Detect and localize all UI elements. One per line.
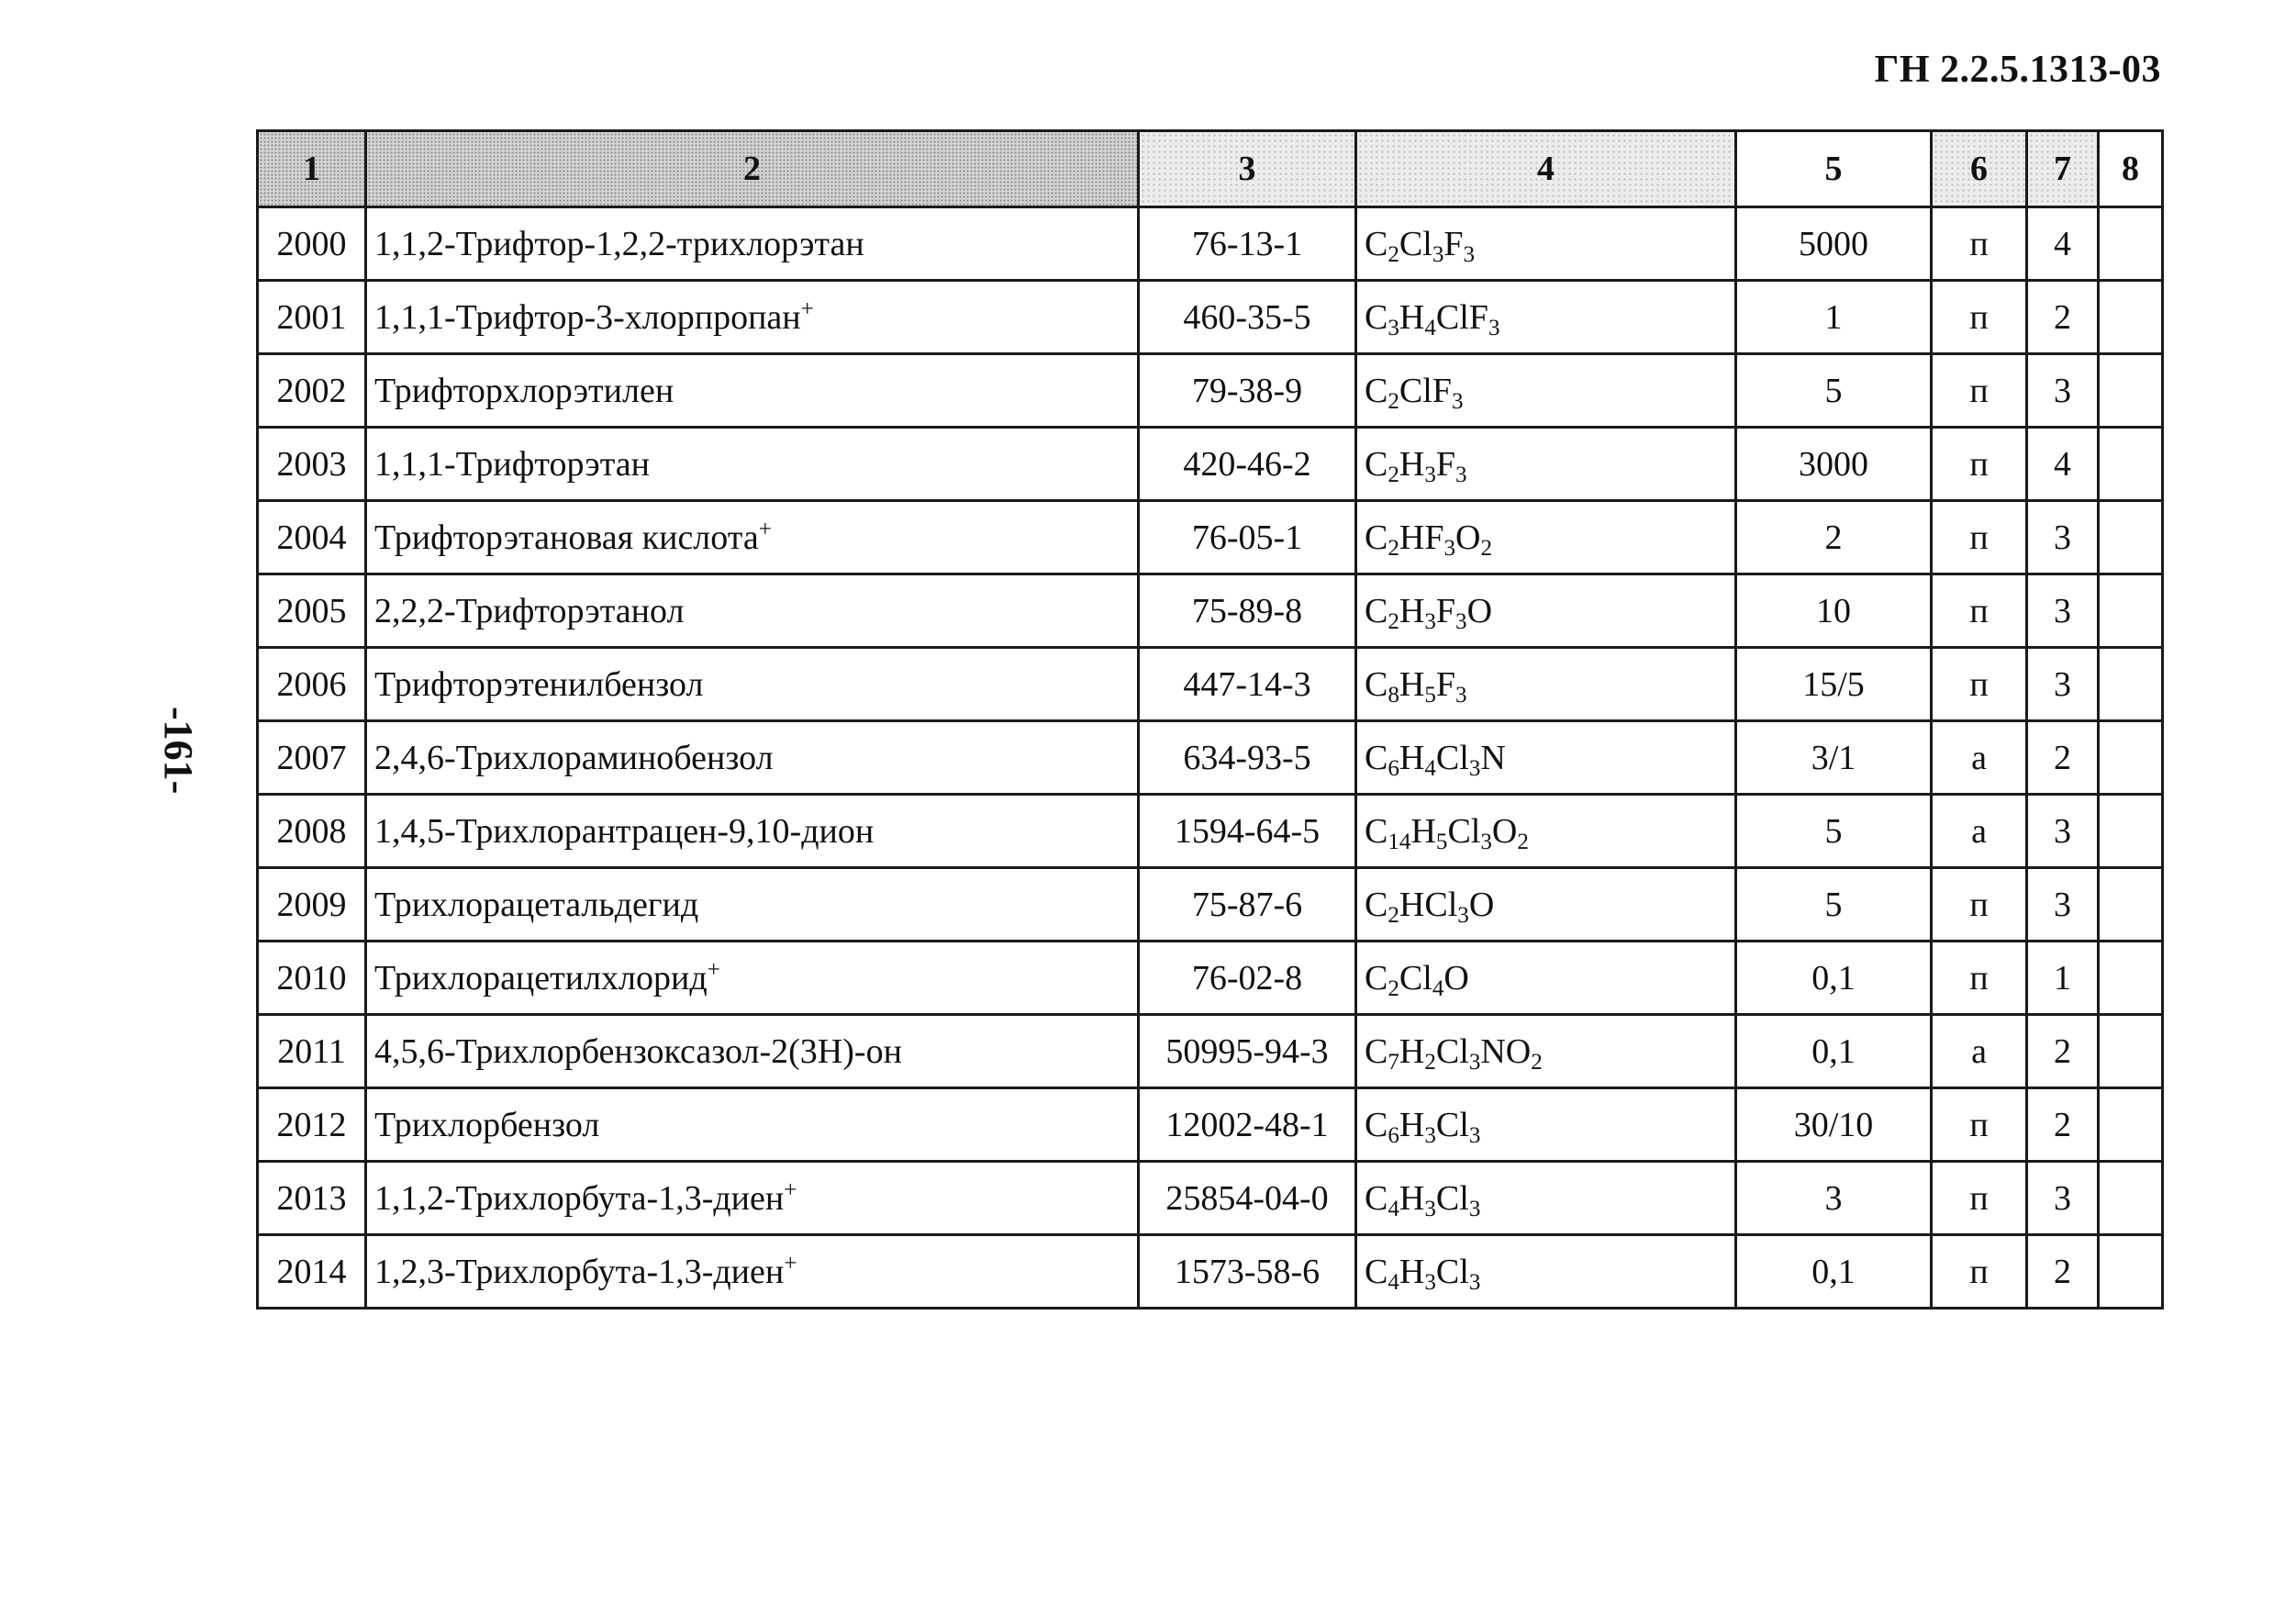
cas-number-cell: 75-89-8 — [1139, 574, 1356, 648]
aggregate-state-cell: п — [1932, 574, 2027, 648]
aggregate-state-cell: а — [1932, 795, 2027, 868]
hazard-class-cell: 2 — [2027, 721, 2099, 795]
table-row — [258, 354, 2163, 428]
header-cell-6: 6 — [1932, 131, 2027, 207]
substance-name-cell: Трихлорбензол — [366, 1088, 1139, 1162]
header-cell-4: 4 — [1356, 131, 1736, 207]
cas-number-cell: 79-38-9 — [1139, 354, 1356, 428]
table-row — [258, 721, 2163, 795]
cas-number-cell: 50995-94-3 — [1139, 1015, 1356, 1088]
table-row — [258, 281, 2163, 354]
cas-number-cell: 420-46-2 — [1139, 428, 1356, 501]
table-row — [258, 1235, 2163, 1309]
substance-name-cell: Трихлорацетальдегид — [366, 868, 1139, 942]
header-cell-8: 8 — [2099, 131, 2163, 207]
limit-value-cell: 3000 — [1736, 428, 1932, 501]
row-number-cell: 2011 — [258, 1015, 366, 1088]
hazard-class-cell: 4 — [2027, 428, 2099, 501]
document-code: ГН 2.2.5.1313-03 — [1874, 49, 2161, 91]
substance-name-cell: Трифторхлорэтилен — [366, 354, 1139, 428]
note-cell — [2099, 428, 2163, 501]
aggregate-state-cell: п — [1932, 868, 2027, 942]
row-number-cell: 2004 — [258, 501, 366, 574]
aggregate-state-cell: п — [1932, 1162, 2027, 1235]
cas-number-cell: 25854-04-0 — [1139, 1162, 1356, 1235]
limit-value-cell: 0,1 — [1736, 1235, 1932, 1309]
table-row — [258, 207, 2163, 281]
aggregate-state-cell: п — [1932, 942, 2027, 1015]
note-cell — [2099, 795, 2163, 868]
substance-name-cell: 1,1,2-Трифтор-1,2,2-трихлорэтан — [366, 207, 1139, 281]
table-row — [258, 868, 2163, 942]
table-body — [258, 207, 2163, 1309]
row-number-cell: 2005 — [258, 574, 366, 648]
limit-value-cell: 5 — [1736, 354, 1932, 428]
row-number-cell: 2009 — [258, 868, 366, 942]
hazard-class-cell: 4 — [2027, 207, 2099, 281]
cas-number-cell: 1573-58-6 — [1139, 1235, 1356, 1309]
chemical-formula-cell: $C_2HF_3O_2$ — [1356, 501, 1736, 574]
substance-name-cell: Трифторэтенилбензол — [366, 648, 1139, 721]
chemical-formula-cell: $C_2HCl_3O$ — [1356, 868, 1736, 942]
limit-value-cell: 2 — [1736, 501, 1932, 574]
cas-number-cell: 75-87-6 — [1139, 868, 1356, 942]
row-number-cell: 2012 — [258, 1088, 366, 1162]
cas-number-cell: 12002-48-1 — [1139, 1088, 1356, 1162]
note-cell — [2099, 648, 2163, 721]
substance-name-cell: Трифторэтановая кислота+ — [366, 501, 1139, 574]
cas-number-cell: 460-35-5 — [1139, 281, 1356, 354]
limit-value-cell: 3/1 — [1736, 721, 1932, 795]
hazard-class-cell: 3 — [2027, 795, 2099, 868]
chemical-formula-cell: $C_6H_3Cl_3$ — [1356, 1088, 1736, 1162]
row-number-cell: 2008 — [258, 795, 366, 868]
aggregate-state-cell: п — [1932, 648, 2027, 721]
note-cell — [2099, 1235, 2163, 1309]
row-number-cell: 2001 — [258, 281, 366, 354]
table-row — [258, 428, 2163, 501]
aggregate-state-cell: п — [1932, 501, 2027, 574]
limit-value-cell: 15/5 — [1736, 648, 1932, 721]
chemical-formula-cell: $C_{14}H_5Cl_3O_2$ — [1356, 795, 1736, 868]
table-row — [258, 501, 2163, 574]
aggregate-state-cell: п — [1932, 354, 2027, 428]
note-cell — [2099, 354, 2163, 428]
table-row — [258, 574, 2163, 648]
header-cell-1: 1 — [258, 131, 366, 207]
row-number-cell: 2000 — [258, 207, 366, 281]
substance-name-cell: 1,1,2-Трихлорбута-1,3-диен+ — [366, 1162, 1139, 1235]
table-row — [258, 648, 2163, 721]
aggregate-state-cell: п — [1932, 207, 2027, 281]
row-number-cell: 2003 — [258, 428, 366, 501]
limit-value-cell: 0,1 — [1736, 942, 1932, 1015]
header-cell-3: 3 — [1139, 131, 1356, 207]
substance-name-cell: 1,4,5-Трихлорантрацен-9,10-дион — [366, 795, 1139, 868]
aggregate-state-cell: а — [1932, 1015, 2027, 1088]
table-row — [258, 795, 2163, 868]
cas-number-cell: 76-13-1 — [1139, 207, 1356, 281]
hazard-class-cell: 3 — [2027, 648, 2099, 721]
hazard-class-cell: 3 — [2027, 574, 2099, 648]
row-number-cell: 2007 — [258, 721, 366, 795]
hazard-class-cell: 1 — [2027, 942, 2099, 1015]
hazard-class-cell: 3 — [2027, 354, 2099, 428]
note-cell — [2099, 207, 2163, 281]
row-number-cell: 2006 — [258, 648, 366, 721]
header-row — [258, 131, 2163, 207]
aggregate-state-cell: п — [1932, 1088, 2027, 1162]
limit-value-cell: 5000 — [1736, 207, 1932, 281]
cas-number-cell: 447-14-3 — [1139, 648, 1356, 721]
hazard-class-cell: 3 — [2027, 501, 2099, 574]
cas-number-cell: 76-02-8 — [1139, 942, 1356, 1015]
aggregate-state-cell: а — [1932, 721, 2027, 795]
header-cell-2: 2 — [366, 131, 1139, 207]
limit-value-cell: 1 — [1736, 281, 1932, 354]
chemical-formula-cell: $C_4H_3Cl_3$ — [1356, 1235, 1736, 1309]
chemical-formula-cell: $C_2H_3F_3$ — [1356, 428, 1736, 501]
chemical-formula-cell: $C_3H_4ClF_3$ — [1356, 281, 1736, 354]
table-row — [258, 942, 2163, 1015]
note-cell — [2099, 501, 2163, 574]
aggregate-state-cell: п — [1932, 428, 2027, 501]
note-cell — [2099, 1162, 2163, 1235]
note-cell — [2099, 942, 2163, 1015]
substance-name-cell: 4,5,6-Трихлорбензоксазол-2(3Н)-он — [366, 1015, 1139, 1088]
cas-number-cell: 76-05-1 — [1139, 501, 1356, 574]
row-number-cell: 2002 — [258, 354, 366, 428]
table-row — [258, 1162, 2163, 1235]
substance-name-cell: 2,4,6-Трихлораминобензол — [366, 721, 1139, 795]
header-cell-7: 7 — [2027, 131, 2099, 207]
note-cell — [2099, 574, 2163, 648]
chemical-formula-cell: $C_2Cl_4O$ — [1356, 942, 1736, 1015]
chemical-formula-cell: $C_2Cl_3F_3$ — [1356, 207, 1736, 281]
hazard-class-cell: 3 — [2027, 1162, 2099, 1235]
limit-value-cell: 5 — [1736, 795, 1932, 868]
header-cell-5: 5 — [1736, 131, 1932, 207]
substance-name-cell: 1,2,3-Трихлорбута-1,3-диен+ — [366, 1235, 1139, 1309]
chemical-formula-cell: $C_7H_2Cl_3NO_2$ — [1356, 1015, 1736, 1088]
note-cell — [2099, 1088, 2163, 1162]
substance-name-cell: Трихлорацетилхлорид+ — [366, 942, 1139, 1015]
chemical-formula-cell: $C_2H_3F_3O$ — [1356, 574, 1736, 648]
chemical-formula-cell: $C_4H_3Cl_3$ — [1356, 1162, 1736, 1235]
hazard-class-cell: 3 — [2027, 868, 2099, 942]
hazard-class-cell: 2 — [2027, 1088, 2099, 1162]
chemical-formula-cell: $C_6H_4Cl_3N$ — [1356, 721, 1736, 795]
chemical-formula-cell: $C_8H_5F_3$ — [1356, 648, 1736, 721]
note-cell — [2099, 281, 2163, 354]
cas-number-cell: 1594-64-5 — [1139, 795, 1356, 868]
limit-value-cell: 0,1 — [1736, 1015, 1932, 1088]
hazard-class-cell: 2 — [2027, 1015, 2099, 1088]
table-row — [258, 1015, 2163, 1088]
substance-name-cell: 2,2,2-Трифторэтанол — [366, 574, 1139, 648]
substance-name-cell: 1,1,1-Трифтор-3-хлорпропан+ — [366, 281, 1139, 354]
note-cell — [2099, 868, 2163, 942]
substances-table — [256, 129, 2164, 1310]
hazard-class-cell: 2 — [2027, 281, 2099, 354]
aggregate-state-cell: п — [1932, 1235, 2027, 1309]
note-cell — [2099, 1015, 2163, 1088]
page-number: -161- — [156, 707, 201, 795]
limit-value-cell: 3 — [1736, 1162, 1932, 1235]
hazard-class-cell: 2 — [2027, 1235, 2099, 1309]
limit-value-cell: 30/10 — [1736, 1088, 1932, 1162]
substance-name-cell: 1,1,1-Трифторэтан — [366, 428, 1139, 501]
limit-value-cell: 5 — [1736, 868, 1932, 942]
chemical-formula-cell: $C_2ClF_3$ — [1356, 354, 1736, 428]
aggregate-state-cell: п — [1932, 281, 2027, 354]
row-number-cell: 2010 — [258, 942, 366, 1015]
row-number-cell: 2013 — [258, 1162, 366, 1235]
row-number-cell: 2014 — [258, 1235, 366, 1309]
table-row — [258, 1088, 2163, 1162]
note-cell — [2099, 721, 2163, 795]
limit-value-cell: 10 — [1736, 574, 1932, 648]
cas-number-cell: 634-93-5 — [1139, 721, 1356, 795]
